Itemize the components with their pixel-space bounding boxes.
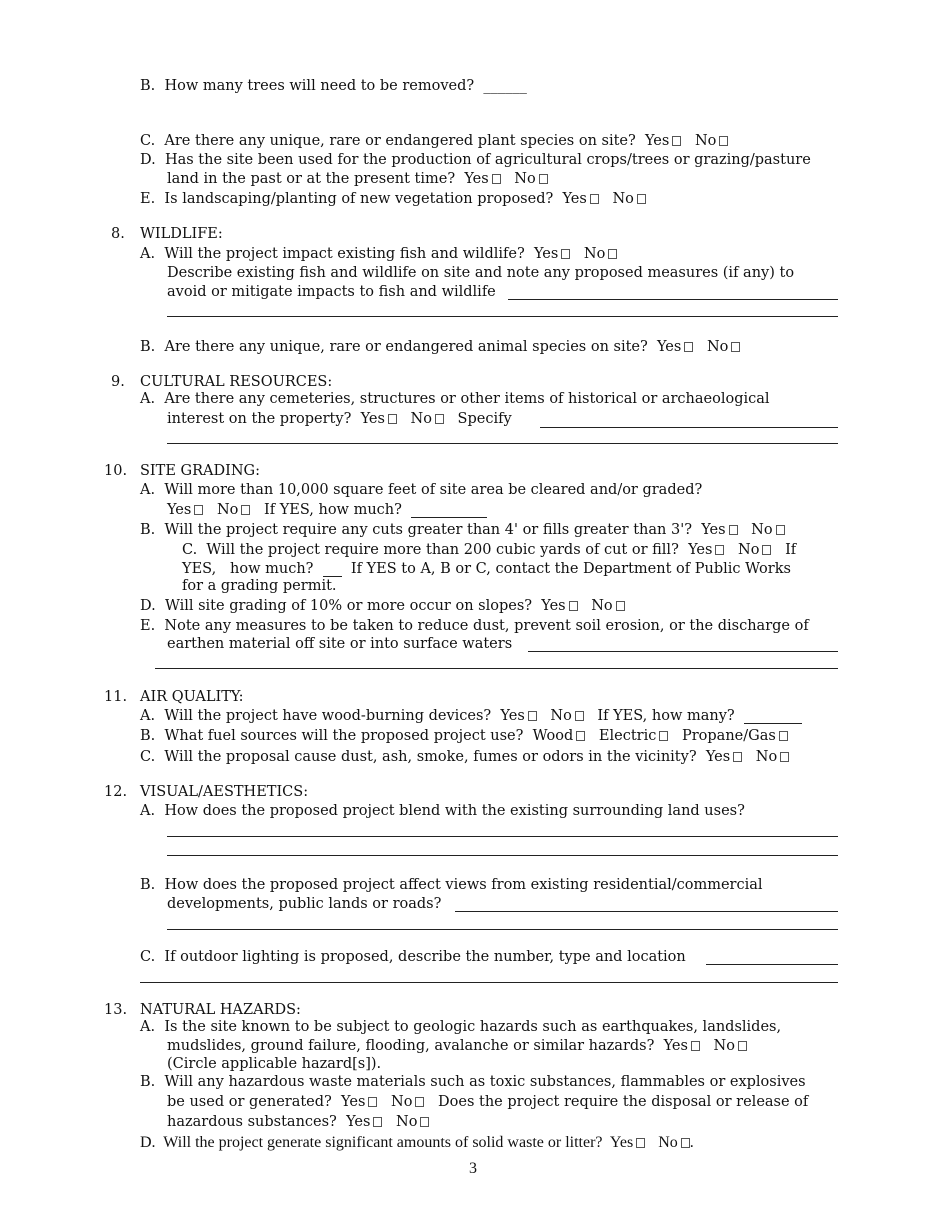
q13b-yes-checkbox[interactable] <box>368 1097 377 1107</box>
q12c-text: If outdoor lighting is proposed, describe the number, type and location <box>164 949 686 965</box>
q7b-letter: B. <box>140 78 156 94</box>
no-label: No <box>706 339 729 355</box>
yes-label: Yes <box>609 1134 634 1151</box>
yes-label: Yes <box>663 1038 688 1054</box>
q7b-blank[interactable]: ______ <box>483 78 527 94</box>
q10c-no-checkbox[interactable] <box>762 545 771 555</box>
yes-label: Yes <box>346 1114 371 1130</box>
q7e-text: Is landscaping/planting of new vegetation proposed? <box>164 191 554 207</box>
yes-label: Yes <box>341 1094 366 1110</box>
q10d-text: Will site grading of 10% or more occur on slopes? <box>164 598 533 614</box>
q10c-how-much: how much? <box>230 561 314 577</box>
yes-label: Yes <box>562 191 587 207</box>
q10e-text1: Note any measures to be taken to reduce dust, prevent soil erosion, or the discharge of <box>164 618 809 634</box>
no-label: No <box>612 191 634 207</box>
q11b-wood-checkbox[interactable] <box>576 731 585 741</box>
q9a-line2 <box>167 410 512 429</box>
q12c-answer-line1[interactable] <box>706 964 838 965</box>
q13b-text2b: Does the project require the disposal or release of <box>438 1094 809 1110</box>
q7d-line2 <box>167 170 557 189</box>
q13d <box>140 1133 694 1152</box>
sec13-number: 13. <box>104 1002 128 1018</box>
yes-label: Yes <box>500 708 525 724</box>
sec10-title: SITE GRADING: <box>140 463 261 479</box>
q10c-yes-checkbox[interactable] <box>715 545 724 555</box>
no-label: No <box>550 708 572 724</box>
q12b-letter: B. <box>140 877 156 893</box>
q9a-specify-label: Specify <box>457 411 512 427</box>
q10a-yes-checkbox[interactable] <box>194 505 203 515</box>
q13d-period: . <box>689 1134 694 1151</box>
q7d-yes-checkbox[interactable] <box>492 174 501 184</box>
q7b <box>140 77 527 96</box>
q13b-line2 <box>167 1093 808 1112</box>
q8b <box>140 338 749 357</box>
q7d-letter: D. <box>140 152 156 168</box>
yes-label: Yes <box>167 502 192 518</box>
q9a-text1: Are there any cemeteries, structures or other items of historical or archaeological <box>164 391 770 407</box>
q10a-text: Will more than 10,000 square feet of site area be cleared and/or graded? <box>164 482 703 498</box>
q10c-amount-line[interactable] <box>323 562 342 577</box>
q9a-answer-line2[interactable] <box>167 443 838 444</box>
q13b-disposal-yes-checkbox[interactable] <box>373 1117 382 1127</box>
q10c-if: If <box>785 542 797 558</box>
q11b-letter: B. <box>140 728 156 744</box>
q9a-yes-checkbox[interactable] <box>388 414 397 424</box>
no-label: No <box>583 246 606 262</box>
q13b-text2: be used or generated? <box>167 1094 332 1110</box>
q12b-text1: How does the proposed project affect views from existing residential/commercial <box>164 877 763 893</box>
yes-label: Yes <box>645 133 670 149</box>
q9a-no-checkbox[interactable] <box>435 414 444 424</box>
q13d-yes-checkbox[interactable] <box>636 1138 645 1148</box>
q11b-propane-label: Propane/Gas <box>681 728 776 744</box>
q7e-yes-checkbox[interactable] <box>590 194 599 204</box>
q10d <box>140 597 634 616</box>
q12b-answer-line1[interactable] <box>455 911 838 912</box>
q8b-no-checkbox[interactable] <box>731 342 740 352</box>
q12a-answer-line2[interactable] <box>167 855 838 856</box>
q9a-line1 <box>140 390 770 409</box>
yes-label: Yes <box>533 246 559 262</box>
q13a-yes-checkbox[interactable] <box>691 1041 700 1051</box>
q13b-text1: Will any hazardous waste materials such as toxic substances, flammables or explosives <box>164 1074 806 1090</box>
q13b-text3: hazardous substances? <box>167 1114 337 1130</box>
q10e-answer-line2[interactable] <box>155 668 838 669</box>
no-label: No <box>658 1134 678 1151</box>
q10a-line1 <box>140 481 702 500</box>
q10b-letter: B. <box>140 522 156 538</box>
q13a-line2 <box>167 1037 756 1056</box>
q12c <box>140 948 686 967</box>
q10c-text1: Will the project require more than 200 cubic yards of cut or fill? <box>206 542 679 558</box>
sec8-heading <box>111 225 125 244</box>
no-label: No <box>713 1038 735 1054</box>
q13a-line1 <box>140 1018 781 1037</box>
yes-label: Yes <box>464 171 489 187</box>
q8a-text: Will the project impact existing fish and wildlife? <box>164 246 525 262</box>
q11a <box>140 707 802 726</box>
q8a-desc2: avoid or mitigate impacts to fish and wildlife <box>167 284 496 300</box>
no-label: No <box>216 502 239 518</box>
q10d-letter: D. <box>140 598 156 614</box>
q7c-no-checkbox[interactable] <box>719 136 728 146</box>
q13a-text1: Is the site known to be subject to geologic hazards such as earthquakes, landslides, <box>164 1019 782 1035</box>
q10c-contact: If YES to A, B or C, contact the Department of Public Works <box>350 561 791 577</box>
q10a-no-checkbox[interactable] <box>241 505 250 515</box>
q11b-wood-label: Wood <box>532 728 574 744</box>
q12b-line1 <box>140 876 763 895</box>
q9a-text2: interest on the property? <box>167 411 352 427</box>
q13d-letter: D. <box>140 1134 156 1151</box>
q8a-desc1: Describe existing fish and wildlife on site and note any proposed measures (if any) to <box>167 265 795 281</box>
q7c-text: Are there any unique, rare or endangered plant species on site? <box>164 133 636 149</box>
q11b-text: What fuel sources will the proposed project use? <box>164 728 524 744</box>
q10c-yes-how: YES, <box>182 561 217 577</box>
sec12-title: VISUAL/AESTHETICS: <box>140 784 309 800</box>
q10e-letter: E. <box>140 618 156 634</box>
sec8-title: WILDLIFE: <box>140 226 223 242</box>
yes-label: Yes <box>701 522 726 538</box>
no-label: No <box>738 542 760 558</box>
q11a-ifyes-label: If YES, how many? <box>597 708 735 724</box>
q7b-text: How many trees will need to be removed? <box>164 78 475 94</box>
q11c-yes-checkbox[interactable] <box>733 752 742 762</box>
q12a-answer-line1[interactable] <box>167 836 838 837</box>
sec9-number: 9. <box>111 374 125 390</box>
q8a-answer-line1[interactable] <box>508 299 838 300</box>
no-label: No <box>514 171 536 187</box>
q8a-letter: A. <box>140 246 156 262</box>
q13b-letter: B. <box>140 1074 156 1090</box>
yes-label: Yes <box>360 411 385 427</box>
q7c-yes-checkbox[interactable] <box>672 136 681 146</box>
q12b-line2: developments, public lands or roads? <box>167 896 442 912</box>
q13b-line3 <box>167 1113 438 1132</box>
q11b-electric-label: Electric <box>598 728 657 744</box>
q11b <box>140 727 788 746</box>
q10a-letter: A. <box>140 482 156 498</box>
q11b-electric-checkbox[interactable] <box>659 731 668 741</box>
q10d-no-checkbox[interactable] <box>616 601 625 611</box>
sec9-title: CULTURAL RESOURCES: <box>140 374 333 390</box>
q7e-letter: E. <box>140 191 156 207</box>
q10c-letter: C. <box>182 542 198 558</box>
no-label: No <box>410 411 432 427</box>
yes-label: Yes <box>657 339 682 355</box>
sec13-title: NATURAL HAZARDS: <box>140 1002 301 1018</box>
q7d-line1 <box>140 151 811 170</box>
q11a-letter: A. <box>140 708 156 724</box>
q10c-line1 <box>182 541 796 560</box>
q13a-no-checkbox[interactable] <box>738 1041 747 1051</box>
q7e-no-checkbox[interactable] <box>637 194 646 204</box>
q11c-text: Will the proposal cause dust, ash, smoke, fumes or odors in the vicinity? <box>164 749 697 765</box>
q8a-no-checkbox[interactable] <box>608 249 617 259</box>
sec12-number: 12. <box>104 784 128 800</box>
q13a-line3: (Circle applicable hazard[s]). <box>167 1056 382 1072</box>
q10b-no-checkbox[interactable] <box>776 525 785 535</box>
q13b-line1 <box>140 1073 806 1092</box>
q7c <box>140 132 737 151</box>
sec8-number: 8. <box>111 226 125 242</box>
sec11-title: AIR QUALITY: <box>140 689 244 705</box>
no-label: No <box>694 133 717 149</box>
q13a-letter: A. <box>140 1019 156 1035</box>
q11a-no-checkbox[interactable] <box>575 711 584 721</box>
q10d-yes-checkbox[interactable] <box>569 601 578 611</box>
q10a-ifyes-label: If YES, how much? <box>263 502 402 518</box>
q8a-yes-checkbox[interactable] <box>561 249 570 259</box>
q11a-yes-checkbox[interactable] <box>528 711 537 721</box>
q7e <box>140 190 655 209</box>
q12c-letter: C. <box>140 949 156 965</box>
q11c-letter: C. <box>140 749 156 765</box>
q13d-no-checkbox[interactable] <box>681 1138 690 1148</box>
q8b-text: Are there any unique, rare or endangered animal species on site? <box>164 339 648 355</box>
no-label: No <box>396 1114 418 1130</box>
no-label: No <box>591 598 613 614</box>
page-number: 3 <box>469 1160 477 1177</box>
q8a <box>140 245 626 264</box>
q7d-text1: Has the site been used for the production of agricultural crops/trees or grazing/pasture <box>164 152 811 168</box>
q10a-line2 <box>167 501 487 520</box>
q7d-no-checkbox[interactable] <box>539 174 548 184</box>
yes-label: Yes <box>541 598 566 614</box>
q8a-answer-line2[interactable] <box>167 316 838 317</box>
q13b-disposal-no-checkbox[interactable] <box>420 1117 429 1127</box>
q12a-letter: A. <box>140 803 156 819</box>
q12a <box>140 802 745 821</box>
q7d-text2: land in the past or at the present time? <box>167 171 456 187</box>
yes-label: Yes <box>688 542 713 558</box>
q11c-no-checkbox[interactable] <box>780 752 789 762</box>
sec10-number: 10. <box>104 463 128 479</box>
sec11-number: 11. <box>104 689 128 705</box>
q8b-yes-checkbox[interactable] <box>684 342 693 352</box>
q10e-answer-line1[interactable] <box>528 651 838 652</box>
q8b-letter: B. <box>140 339 156 355</box>
q11a-text: Will the project have wood-burning devices? <box>164 708 492 724</box>
no-label: No <box>391 1094 413 1110</box>
q13b-no-checkbox[interactable] <box>415 1097 424 1107</box>
q10e-line2: earthen material off site or into surface waters <box>167 636 513 652</box>
q13d-text: Will the project generate significant amounts of solid waste or litter? <box>163 1134 603 1151</box>
q10e-line1 <box>140 617 809 636</box>
q7c-letter: C. <box>140 133 156 149</box>
yes-label: Yes <box>705 749 731 765</box>
q10c-line3: for a grading permit. <box>182 578 337 594</box>
q12c-answer-line2[interactable] <box>140 982 838 983</box>
q10b-text: Will the project require any cuts greater than 4' or fills greater than 3'? <box>164 522 692 538</box>
q12a-text: How does the proposed project blend with the existing surrounding land uses? <box>164 803 745 819</box>
q12b-answer-line2[interactable] <box>167 929 838 930</box>
q9a-letter: A. <box>140 391 156 407</box>
q11c <box>140 748 798 767</box>
q9a-specify-line[interactable] <box>540 427 838 428</box>
q10b-yes-checkbox[interactable] <box>729 525 738 535</box>
q13a-text2: mudslides, ground failure, flooding, avalanche or similar hazards? <box>167 1038 655 1054</box>
q10a-amount-line[interactable] <box>411 503 487 518</box>
no-label: No <box>751 522 773 538</box>
no-label: No <box>755 749 778 765</box>
q11a-count-line[interactable] <box>744 709 802 724</box>
q11b-propane-checkbox[interactable] <box>779 731 788 741</box>
q10b <box>140 521 794 540</box>
